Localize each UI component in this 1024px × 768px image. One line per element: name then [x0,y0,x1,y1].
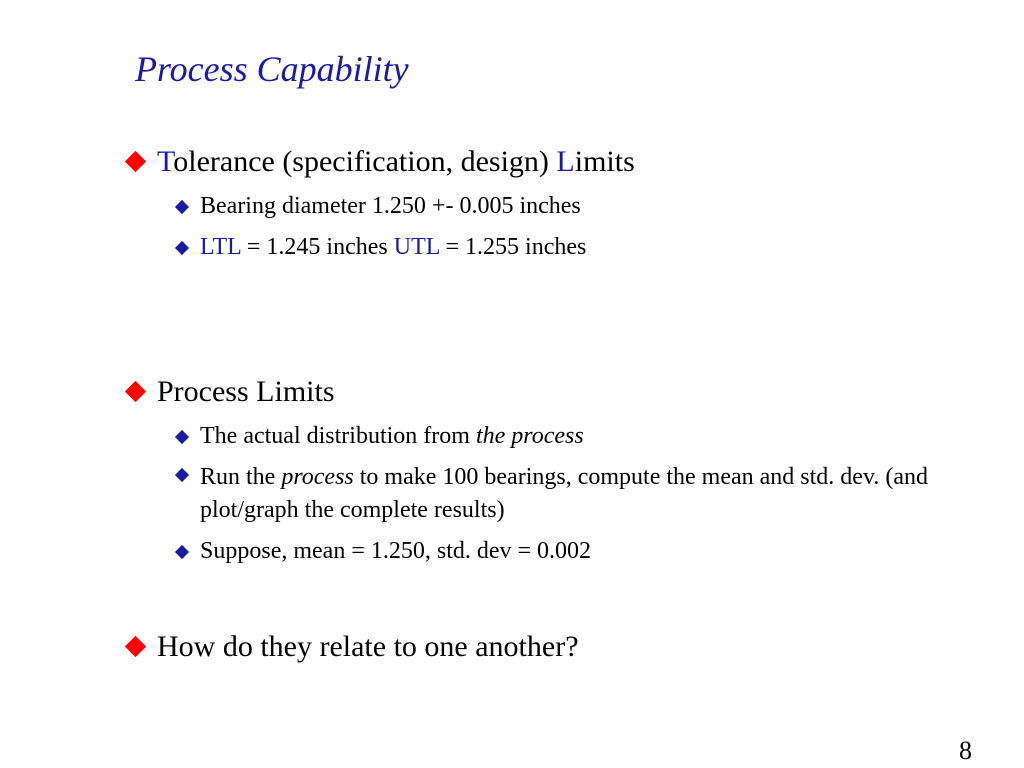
bullet-question [124,630,579,664]
bullet-text: Process Limits [157,375,335,408]
bullet-text: Bearing diameter 1.250 +- 0.005 inches [200,193,581,219]
blue-diamond-bullet-icon [175,430,189,444]
bullet-text: How do they relate to one another? [157,630,579,663]
bullet-text [157,145,635,179]
emphasis-letter-t: T [157,145,174,178]
bullet-text [200,234,586,261]
text-span: = 1.245 inches [240,234,394,260]
bullet-process-limits [124,375,335,409]
italic-span: process [281,464,354,490]
blue-diamond-bullet-icon [175,545,189,559]
blue-diamond-bullet-icon [175,468,189,482]
red-diamond-bullet-icon [125,636,146,657]
red-diamond-bullet-icon [125,381,146,402]
sub-bullet-suppose [174,538,591,565]
sub-bullet-run-process [174,461,980,527]
sub-bullet-actual-distribution [174,423,584,450]
page-number: 8 [959,736,972,765]
text-span: to make 100 bearings, compute the mean and std. dev. (and plot/graph the complete results) [200,464,929,523]
text-span: The actual distribution from [200,423,476,449]
bullet-tolerance-limits [124,145,635,179]
text-span: imits [574,145,635,178]
bullet-text [200,461,980,527]
utl-label: UTL [393,234,440,260]
text-span: olerance (specification, design) [173,145,557,178]
bullet-text [200,423,584,450]
blue-diamond-bullet-icon [175,200,189,214]
ltl-label: LTL [200,234,241,260]
slide-title: Process Capability [135,49,409,89]
sub-bullet-bearing-diameter [174,193,581,220]
blue-diamond-bullet-icon [175,241,189,255]
text-span: = 1.255 inches [439,234,587,260]
red-diamond-bullet-icon [125,151,146,172]
sub-bullet-ltl-utl [174,234,586,261]
emphasis-letter-l: L [556,145,575,178]
italic-span: the process [475,423,584,449]
bullet-text: Suppose, mean = 1.250, std. dev = 0.002 [200,538,592,564]
text-span: Run the [200,464,282,490]
